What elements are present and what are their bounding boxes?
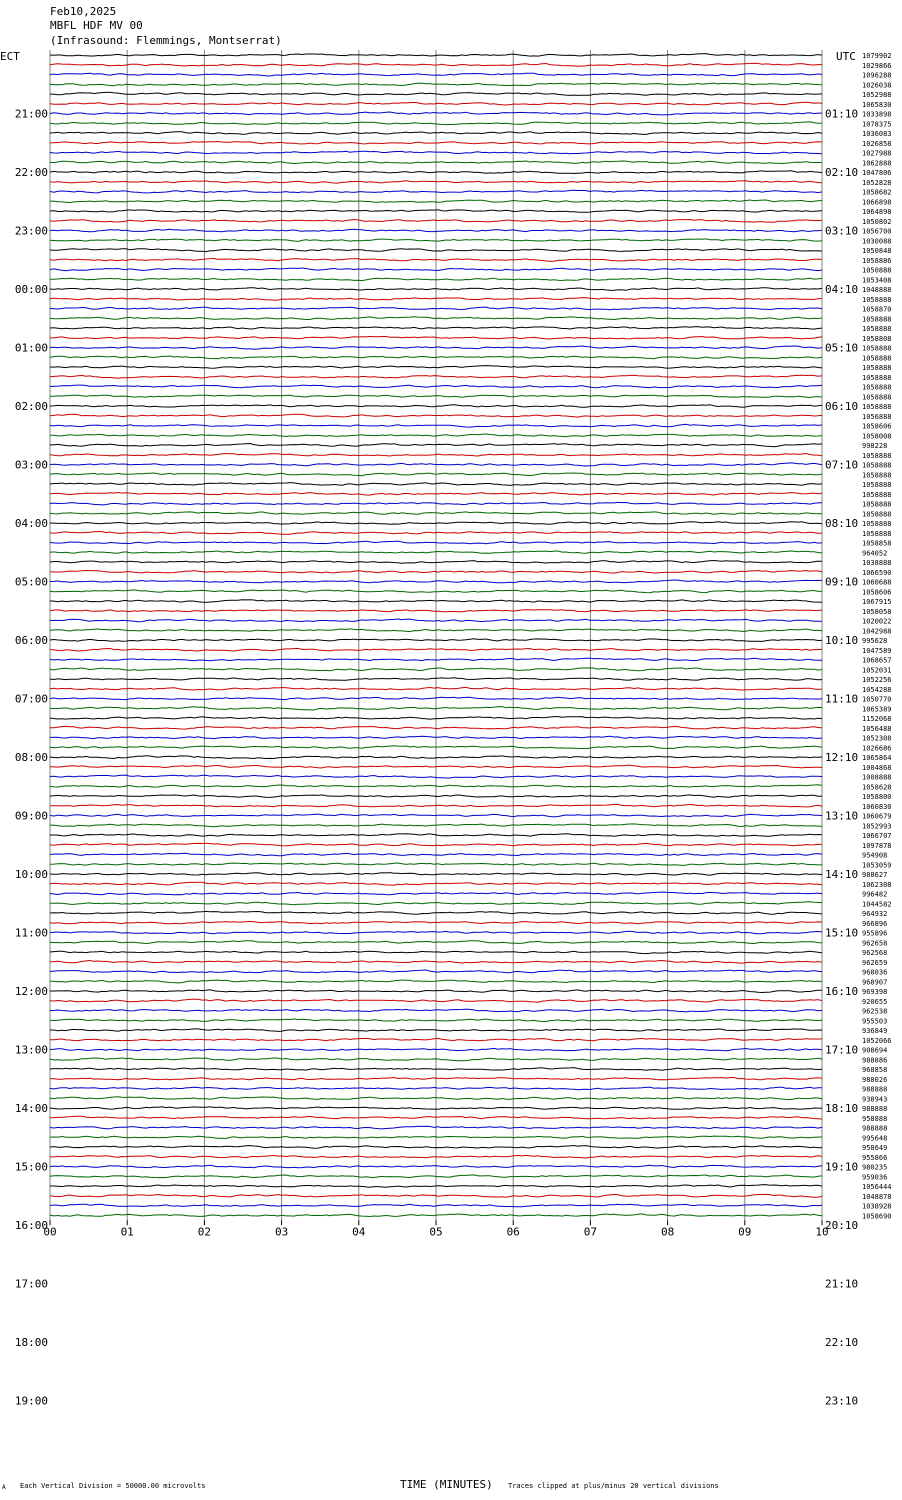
x-tick-label: 01 xyxy=(120,1225,134,1239)
trace-value-label: 988888 xyxy=(862,1105,888,1113)
left-timezone-label: ECT xyxy=(0,50,20,63)
clip-note: Traces clipped at plus/minus 20 vertical divisions xyxy=(508,1482,719,1490)
trace-value-label: 1050888 xyxy=(862,266,892,275)
trace-value-label: 958888 xyxy=(862,1114,888,1123)
trace-value-label: 1060830 xyxy=(862,802,892,811)
trace-value-label: 988886 xyxy=(862,1056,888,1065)
trace-value-label: 1058888 xyxy=(862,490,892,499)
left-hour-label: 08:00 xyxy=(14,751,48,764)
right-hour-label: 11:10 xyxy=(825,692,859,706)
trace-value-label: 980235 xyxy=(862,1163,888,1172)
trace-value-label: 1058888 xyxy=(862,315,892,324)
trace-value-label: 1052256 xyxy=(862,676,892,684)
trace-value-label: 1052828 xyxy=(862,178,892,187)
trace-value-label: 1058628 xyxy=(862,783,892,792)
right-timezone-label: UTC xyxy=(836,50,856,63)
left-hour-label: 13:00 xyxy=(14,1043,48,1057)
right-hour-label: 12:10 xyxy=(825,751,859,764)
station-code: MBFL HDF MV 00 xyxy=(50,19,143,32)
trace-value-label: 1029866 xyxy=(862,61,892,70)
trace-value-label: 1060679 xyxy=(862,812,892,821)
trace-value-label: 1097878 xyxy=(862,841,892,850)
trace-value-label: 1058888 xyxy=(862,295,892,304)
trace-value-label: 1058888 xyxy=(862,520,892,528)
right-hour-label: 17:10 xyxy=(825,1043,859,1057)
trace-value-label: 1048878 xyxy=(862,1192,892,1201)
trace-value-label: 988627 xyxy=(862,871,888,879)
trace-value-label: 1058888 xyxy=(862,403,892,411)
left-hour-label: 01:00 xyxy=(14,341,48,355)
trace-value-label: 1058058 xyxy=(862,607,892,616)
trace-value-label: 1052031 xyxy=(862,666,892,675)
right-hour-label: 16:10 xyxy=(825,985,859,998)
right-hour-label: 01:10 xyxy=(825,107,859,121)
left-hour-label: 17:00 xyxy=(14,1277,48,1291)
right-hour-label: 09:10 xyxy=(825,575,859,589)
trace-value-label: 1053408 xyxy=(862,276,892,285)
trace-value-label: 908694 xyxy=(862,1046,888,1055)
trace-value-label: 962659 xyxy=(862,958,888,967)
trace-value-label: 1058888 xyxy=(862,373,892,382)
left-hour-label: 21:00 xyxy=(14,107,48,121)
trace-value-label: 1020022 xyxy=(862,617,892,626)
trace-value-label: 1052988 xyxy=(862,91,892,99)
trace-value-label: 1058888 xyxy=(862,529,892,538)
trace-value-label: 988026 xyxy=(862,1075,888,1084)
trace-value-label: 1026038 xyxy=(862,81,892,90)
right-hour-label: 07:10 xyxy=(825,458,859,472)
x-tick-label: 00 xyxy=(43,1225,57,1239)
trace-value-label: 968036 xyxy=(862,968,888,977)
trace-value-label: 1053059 xyxy=(862,861,892,870)
trace-value-label: 964932 xyxy=(862,910,888,918)
trace-value-label: 1058008 xyxy=(862,432,892,441)
trace-value-label: 1050802 xyxy=(862,217,892,226)
trace-value-label: 1042988 xyxy=(862,627,892,636)
right-hour-label: 05:10 xyxy=(825,341,859,355)
left-hour-label: 16:00 xyxy=(14,1219,48,1232)
trace-value-label: 1056444 xyxy=(862,1183,892,1191)
trace-value-label: 1058888 xyxy=(862,481,892,489)
trace-value-label: 1058870 xyxy=(862,305,892,314)
x-tick-label: 02 xyxy=(197,1225,212,1239)
trace-value-label: 1058606 xyxy=(862,422,892,431)
trace-value-label: 1078375 xyxy=(862,120,892,129)
x-tick-label: 10 xyxy=(815,1225,829,1239)
trace-value-label: 1052308 xyxy=(862,734,892,743)
trace-value-label: 1058682 xyxy=(862,188,892,197)
trace-value-label: 1038928 xyxy=(862,1202,892,1211)
trace-value-label: 969398 xyxy=(862,988,888,996)
trace-value-label: 1079902 xyxy=(862,52,892,60)
trace-value-label: 920655 xyxy=(862,997,888,1006)
trace-value-label: 1056488 xyxy=(862,724,892,733)
trace-value-label: 968858 xyxy=(862,1066,888,1074)
left-hour-label: 04:00 xyxy=(14,517,48,530)
right-hour-label: 21:10 xyxy=(825,1277,859,1291)
trace-value-label: 1067915 xyxy=(862,598,892,606)
trace-value-label: 1058606 xyxy=(862,588,892,597)
trace-value-label: 968907 xyxy=(862,978,888,987)
station-location: (Infrasound: Flemmings, Montserrat) xyxy=(50,34,282,47)
x-tick-label: 06 xyxy=(506,1225,520,1239)
trace-value-label: 1026686 xyxy=(862,744,892,753)
right-hour-label: 06:10 xyxy=(825,400,859,413)
right-hour-label: 18:10 xyxy=(825,1102,859,1115)
trace-value-label: 1068657 xyxy=(862,656,892,665)
right-hour-label: 23:10 xyxy=(825,1394,859,1408)
trace-value-label: 964052 xyxy=(862,549,888,558)
trace-value-label: 1058888 xyxy=(862,354,892,363)
trace-value-label: 1058888 xyxy=(862,364,892,372)
trace-value-label: 996482 xyxy=(862,890,888,899)
trace-value-label: 962658 xyxy=(862,939,888,948)
right-hour-label: 15:10 xyxy=(825,926,859,940)
right-hour-label: 10:10 xyxy=(825,634,859,647)
right-hour-label: 04:10 xyxy=(825,283,859,296)
trace-value-label: 1048888 xyxy=(862,286,892,294)
trace-value-label: 1052066 xyxy=(862,1036,892,1045)
trace-value-label: 1004868 xyxy=(862,763,892,772)
trace-value-label: 1152068 xyxy=(862,715,892,723)
trace-value-label: 955503 xyxy=(862,1017,888,1026)
x-tick-label: 07 xyxy=(583,1225,598,1239)
plot-date: Feb10,2025 xyxy=(50,5,117,18)
trace-value-label: 966896 xyxy=(862,919,888,928)
left-hour-label: 05:00 xyxy=(14,575,48,589)
trace-value-label: 1047806 xyxy=(862,169,892,177)
trace-value-label: 1036083 xyxy=(862,130,892,138)
trace-value-label: 1058888 xyxy=(862,393,892,402)
trace-value-label: 1065389 xyxy=(862,705,892,714)
trace-value-label: 1096288 xyxy=(862,71,892,80)
right-hour-label: 03:10 xyxy=(825,224,859,238)
left-hour-label: 14:00 xyxy=(14,1102,48,1115)
trace-value-label: 1027988 xyxy=(862,149,892,158)
trace-value-label: 1060688 xyxy=(862,578,892,587)
left-hour-label: 02:00 xyxy=(14,400,48,413)
trace-value-label: 959036 xyxy=(862,1173,888,1182)
trace-value-label: 1064898 xyxy=(862,208,892,216)
trace-value-label: 1056888 xyxy=(862,412,892,421)
trace-value-label: 1058888 xyxy=(862,383,892,392)
trace-value-label: 995628 xyxy=(862,637,888,645)
trace-value-label: 1066707 xyxy=(862,832,892,840)
trace-value-label: 1066590 xyxy=(862,568,892,577)
trace-value-label: 1058888 xyxy=(862,510,892,519)
trace-value-label: 936849 xyxy=(862,1027,888,1035)
trace-value-label: 1026858 xyxy=(862,139,892,148)
trace-value-label: 1047589 xyxy=(862,646,892,655)
trace-value-label: 954908 xyxy=(862,851,888,860)
trace-value-label: 1058800 xyxy=(862,793,892,801)
right-hour-label: 08:10 xyxy=(825,517,859,530)
x-tick-label: 09 xyxy=(738,1225,752,1239)
x-tick-label: 03 xyxy=(274,1225,289,1239)
trace-value-label: 1058808 xyxy=(862,334,892,343)
left-hour-label: 10:00 xyxy=(14,868,48,881)
left-hour-label: 11:00 xyxy=(14,926,48,940)
left-hour-label: 07:00 xyxy=(14,692,48,706)
left-hour-label: 15:00 xyxy=(14,1160,48,1174)
right-hour-label: 22:10 xyxy=(825,1336,859,1349)
trace-value-label: 1058888 xyxy=(862,325,892,333)
scale-note: Each Vertical Division = 50000.00 microvolts xyxy=(20,1482,206,1490)
trace-value-label: 1062308 xyxy=(862,880,892,889)
trace-value-label: 962538 xyxy=(862,1007,888,1016)
x-tick-label: 04 xyxy=(352,1225,366,1239)
right-hour-label: 02:10 xyxy=(825,166,859,179)
trace-value-label: 1062888 xyxy=(862,159,892,168)
trace-value-label: 998228 xyxy=(862,442,888,450)
trace-value-label: 1030088 xyxy=(862,237,892,246)
trace-value-label: 962568 xyxy=(862,949,888,957)
trace-value-label: 1050848 xyxy=(862,247,892,255)
trace-value-label: 955866 xyxy=(862,1153,888,1162)
left-hour-label: 06:00 xyxy=(14,634,48,647)
trace-value-label: 1058888 xyxy=(862,344,892,353)
trace-value-label: 1008888 xyxy=(862,773,892,782)
trace-value-label: 1038888 xyxy=(862,559,892,567)
left-hour-label: 03:00 xyxy=(14,458,48,472)
right-hour-label: 20:10 xyxy=(825,1219,859,1232)
trace-value-label: 1052993 xyxy=(862,822,892,831)
trace-value-label: 1065830 xyxy=(862,100,892,109)
trace-value-label: 1058690 xyxy=(862,1212,892,1221)
trace-value-label: 1044582 xyxy=(862,900,892,909)
trace-value-label: 988888 xyxy=(862,1085,888,1094)
trace-value-label: 1058886 xyxy=(862,256,892,265)
left-hour-label: 22:00 xyxy=(14,166,48,179)
trace-value-label: 1033898 xyxy=(862,110,892,119)
trace-value-label: 1054288 xyxy=(862,685,892,694)
trace-value-label: 1058888 xyxy=(862,461,892,470)
left-hour-label: 12:00 xyxy=(14,985,48,998)
left-hour-label: 23:00 xyxy=(14,224,48,238)
trace-value-label: 1065864 xyxy=(862,754,892,762)
left-hour-label: 09:00 xyxy=(14,809,48,823)
right-hour-label: 19:10 xyxy=(825,1160,859,1174)
trace-value-label: 1058888 xyxy=(862,451,892,460)
corner-mark: A xyxy=(2,1484,6,1491)
trace-value-label: 955896 xyxy=(862,929,888,938)
left-hour-label: 18:00 xyxy=(14,1336,48,1349)
trace-value-label: 1056700 xyxy=(862,227,892,236)
trace-value-label: 988888 xyxy=(862,1124,888,1133)
left-hour-label: 00:00 xyxy=(14,283,48,296)
x-tick-label: 08 xyxy=(660,1225,675,1239)
trace-value-label: 958649 xyxy=(862,1144,888,1152)
x-tick-label: 05 xyxy=(429,1225,443,1239)
right-hour-label: 14:10 xyxy=(825,868,859,881)
right-hour-label: 13:10 xyxy=(825,809,859,823)
trace-value-label: 1050770 xyxy=(862,695,892,704)
trace-value-label: 1058888 xyxy=(862,471,892,480)
left-hour-label: 19:00 xyxy=(14,1394,48,1408)
x-axis-title: TIME (MINUTES) xyxy=(400,1478,493,1491)
trace-value-label: 1058858 xyxy=(862,539,892,548)
trace-value-label: 1066898 xyxy=(862,198,892,207)
trace-value-label: 1058888 xyxy=(862,500,892,509)
trace-value-label: 995648 xyxy=(862,1134,888,1143)
trace-value-label: 938943 xyxy=(862,1095,888,1104)
